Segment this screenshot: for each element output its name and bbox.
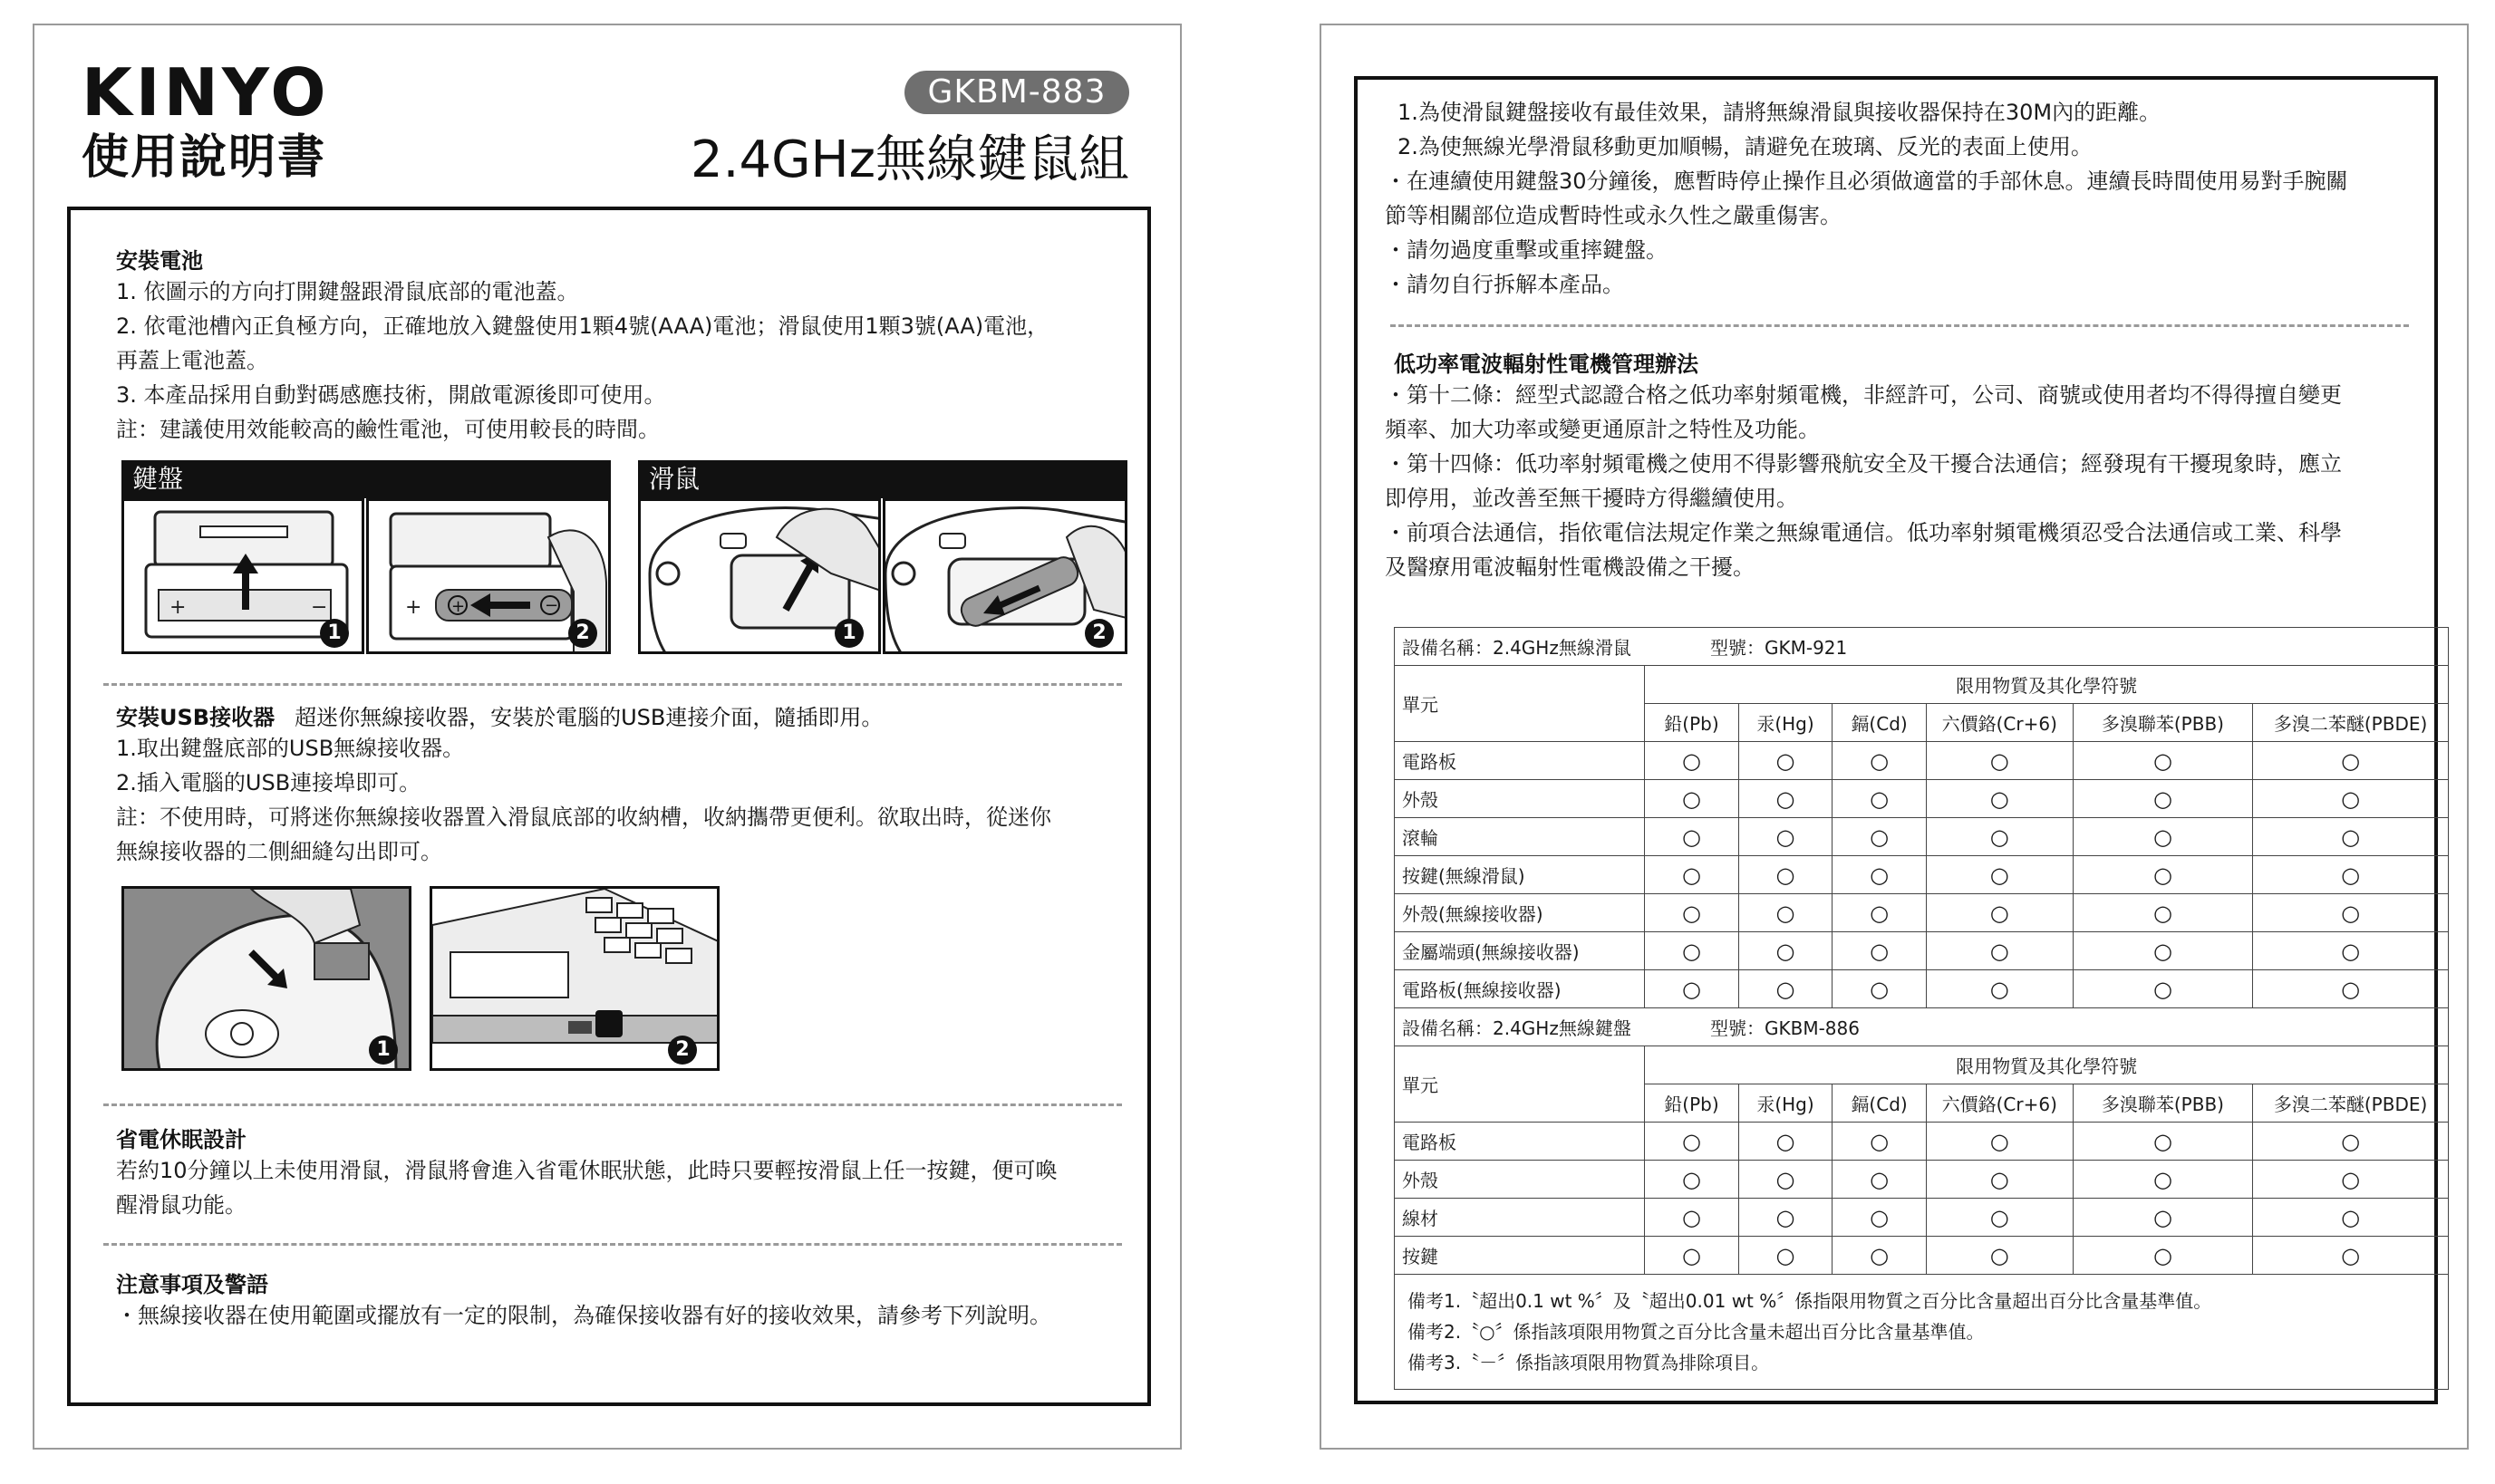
compliance-mark: ○ [1738,1237,1833,1275]
keyboard-battery-diagram-1 [121,498,364,654]
mouse-battery-diagram-1 [638,498,881,654]
unit-name: 按鍵 [1395,1237,1645,1275]
unit-name: 電路板 [1395,1123,1645,1161]
usb-note: 註：不使用時，可將迷你無線接收器置入滑鼠底部的收納槽，收納攜帶更便利。欲取出時，從迷你 [116,805,1051,830]
keyboard-diagram-header: 鍵盤 [121,460,611,498]
compliance-mark: ○ [1645,894,1739,932]
substance-column-header: 多溴二苯醚(PBDE) [2253,704,2449,742]
compliance-mark: ○ [1833,1199,1927,1237]
compliance-mark: ○ [1738,742,1833,780]
rohs-notes [1394,1275,2449,1390]
compliance-mark: ○ [1833,1161,1927,1199]
compliance-mark: ○ [2253,932,2449,970]
manual-page-right [1320,24,2469,1450]
unit-name: 金屬端頭(無線接收器) [1395,932,1645,970]
product-name: 2.4GHz無線鍵鼠組 [691,130,1129,189]
device-name: 設備名稱：2.4GHz無線鍵盤 [1402,1017,1631,1039]
caution-line-1: ・無線接收器在使用範圍或擺放有一定的限制，為確保接收器有好的接收效果，請參考下列說明。 [116,1303,1051,1328]
restricted-substances-header: 限用物質及其化學符號 [1645,1046,2449,1084]
compliance-mark: ○ [1738,818,1833,856]
regulation-line-4: 即停用，並改善至無干擾時方得繼續使用。 [1385,486,1798,511]
section-divider [1390,324,2409,327]
table-row [1395,1161,2449,1199]
compliance-mark: ○ [1833,780,1927,818]
unit-name: 按鍵(無線滑鼠) [1395,856,1645,894]
compliance-mark: ○ [1833,818,1927,856]
unit-name: 電路板 [1395,742,1645,780]
substance-column-header: 汞(Hg) [1738,704,1833,742]
substance-column-header: 鎘(Cd) [1833,1084,1927,1123]
battery-step-3: 3. 本產品採用自動對碼感應技術，開啟電源後即可使用。 [116,382,666,408]
regulation-title: 低功率電波輻射性電機管理辦法 [1394,352,1698,377]
rohs-note-3: 備考3.〝－〞係指該項限用物質為排除項目。 [1407,1352,1770,1373]
compliance-mark: ○ [1926,1237,2073,1275]
compliance-mark: ○ [1926,1199,2073,1237]
substance-column-header: 鎘(Cd) [1833,704,1927,742]
table-row [1395,818,2449,856]
compliance-mark: ○ [2073,1199,2253,1237]
usb-section-subtitle: 超迷你無線接收器，安裝於電腦的USB連接介面，隨插即用。 [295,705,884,730]
model-badge: GKBM-883 [904,71,1129,114]
compliance-mark: ○ [1645,1161,1739,1199]
substance-column-header: 六價鉻(Cr+6) [1926,1084,2073,1123]
regulation-line-3: ・第十四條：低功率射頻電機之使用不得影響飛航安全及干擾合法通信；經發現有干擾現象時，應立 [1385,451,2342,477]
mouse-diagram-header: 滑鼠 [638,460,1127,498]
compliance-mark: ○ [2253,742,2449,780]
section-divider [103,683,1122,686]
usb-step-1: 1.取出鍵盤底部的USB無線接收器。 [116,736,465,761]
substance-column-header: 六價鉻(Cr+6) [1926,704,2073,742]
battery-note: 註：建議使用效能較高的鹼性電池，可使用較長的時間。 [116,417,660,442]
compliance-mark: ○ [2073,1161,2253,1199]
device-info-cell [1395,1008,2449,1046]
substance-column-header: 多溴聯苯(PBB) [2073,1084,2253,1123]
regulation-line-6: 及醫療用電波輻射性電機設備之干擾。 [1385,554,1755,580]
compliance-mark: ○ [1926,818,2073,856]
compliance-mark: ○ [2073,970,2253,1008]
section-divider [103,1243,1122,1246]
compliance-mark: ○ [1926,1161,2073,1199]
sleep-line-2: 醒滑鼠功能。 [116,1192,247,1218]
step-number-badge: 1 [369,1036,398,1065]
usb-receiver-storage-illustration [124,889,411,1071]
rohs-note-1: 備考1.〝超出0.1 wt %〞及〝超出0.01 wt %〞係指限用物質之百分比含量超出百分比含量基準值。 [1407,1290,2212,1312]
compliance-mark: ○ [1645,970,1739,1008]
mouse-battery-diagram-2 [883,498,1127,654]
compliance-mark: ○ [2073,818,2253,856]
unit-name: 電路板(無線接收器) [1395,970,1645,1008]
rohs-substance-table [1394,627,2449,1275]
svg-text:+: + [169,596,187,619]
compliance-mark: ○ [1833,932,1927,970]
compliance-mark: ○ [2253,856,2449,894]
table-row [1395,970,2449,1008]
compliance-mark: ○ [1833,1123,1927,1161]
compliance-mark: ○ [1645,1199,1739,1237]
battery-step-1: 1. 依圖示的方向打開鍵盤跟滑鼠底部的電池蓋。 [116,279,579,304]
unit-name: 外殼 [1395,1161,1645,1199]
usb-section-title-text: 安裝USB接收器 [116,705,276,730]
table-header-row [1395,666,2449,704]
table-row [1395,1199,2449,1237]
compliance-mark: ○ [1645,742,1739,780]
table-row [1395,742,2449,780]
regulation-line-1: ・第十二條：經型式認證合格之低功率射頻電機，非經許可，公司、商號或使用者均不得得擅自變更 [1385,382,2342,408]
device-info-row [1395,628,2449,666]
compliance-mark: ○ [2073,932,2253,970]
usb-step-2: 2.插入電腦的USB連接埠即可。 [116,770,421,795]
svg-text:−: − [311,596,328,619]
compliance-mark: ○ [1738,780,1833,818]
substance-column-header: 鉛(Pb) [1645,1084,1739,1123]
unit-name: 外殼(無線接收器) [1395,894,1645,932]
compliance-mark: ○ [1645,818,1739,856]
manual-page-left [33,24,1182,1450]
table-header-row [1395,1046,2449,1084]
unit-name: 外殼 [1395,780,1645,818]
battery-section-title: 安裝電池 [116,248,203,274]
substance-column-header: 多溴聯苯(PBB) [2073,704,2253,742]
compliance-mark: ○ [1833,856,1927,894]
compliance-mark: ○ [1738,856,1833,894]
compliance-mark: ○ [1645,780,1739,818]
device-info-cell [1395,628,2449,666]
svg-text:+: + [451,597,466,616]
caution-section-title: 注意事項及警語 [116,1272,268,1297]
compliance-mark: ○ [2253,894,2449,932]
caution-item-3-cont: 節等相關部位造成暫時性或永久性之嚴重傷害。 [1385,203,1842,228]
battery-step-2-cont: 再蓋上電池蓋。 [116,348,268,373]
compliance-mark: ○ [1645,1237,1739,1275]
compliance-mark: ○ [1645,932,1739,970]
compliance-mark: ○ [2253,1237,2449,1275]
compliance-mark: ○ [1738,932,1833,970]
usb-receiver-diagram-2 [430,886,720,1071]
compliance-mark: ○ [2253,1161,2449,1199]
usb-receiver-diagram-1 [121,886,411,1071]
table-row [1395,894,2449,932]
table-row [1395,780,2449,818]
compliance-mark: ○ [1833,742,1927,780]
sleep-line-1: 若約10分鐘以上未使用滑鼠，滑鼠將會進入省電休眠狀態，此時只要輕按滑鼠上任一按鍵，便可喚 [116,1158,1058,1183]
unit-name: 線材 [1395,1199,1645,1237]
table-row [1395,1123,2449,1161]
compliance-mark: ○ [1833,894,1927,932]
unit-header: 單元 [1395,666,1645,742]
compliance-mark: ○ [1926,894,2073,932]
compliance-mark: ○ [1738,1161,1833,1199]
regulations-box [1354,76,2438,1404]
table-row [1395,856,2449,894]
caution-item-1: 1.為使滑鼠鍵盤接收有最佳效果，請將無線滑鼠與接收器保持在30M內的距離。 [1397,100,2161,125]
compliance-mark: ○ [1926,1123,2073,1161]
substance-column-header: 多溴二苯醚(PBDE) [2253,1084,2449,1123]
compliance-mark: ○ [2253,1199,2449,1237]
substance-column-header: 鉛(Pb) [1645,704,1739,742]
compliance-mark: ○ [2073,894,2253,932]
compliance-mark: ○ [1833,1237,1927,1275]
battery-step-2: 2. 依電池槽內正負極方向，正確地放入鍵盤使用1顆4號(AAA)電池；滑鼠使用1顆3號(AA)電池， [116,313,1049,339]
section-divider [103,1103,1122,1106]
regulation-line-5: ・前項合法通信，指依電信法規定作業之無線電通信。低功率射頻電機須忍受合法通信或工業、科學 [1385,520,2342,545]
compliance-mark: ○ [2073,856,2253,894]
compliance-mark: ○ [2073,1237,2253,1275]
compliance-mark: ○ [1738,894,1833,932]
usb-note-cont: 無線接收器的二側細縫勾出即可。 [116,839,442,864]
compliance-mark: ○ [2253,780,2449,818]
usb-section-title [116,699,883,731]
unit-header: 單元 [1395,1046,1645,1123]
device-info-row [1395,1008,2449,1046]
svg-text:+: + [405,596,422,619]
step-number-badge: 1 [835,619,864,648]
caution-item-5: ・請勿自行拆解本產品。 [1385,272,1624,297]
compliance-mark: ○ [2073,1123,2253,1161]
compliance-mark: ○ [1926,856,2073,894]
brand-logo: KINYO [82,54,330,130]
compliance-mark: ○ [1926,932,2073,970]
caution-item-2: 2.為使無線光學滑鼠移動更加順暢，請避免在玻璃、反光的表面上使用。 [1397,134,2093,159]
compliance-mark: ○ [1645,856,1739,894]
compliance-mark: ○ [1738,1123,1833,1161]
compliance-mark: ○ [2253,1123,2449,1161]
device-model: 型號：GKBM-886 [1710,1017,1860,1039]
caution-item-4: ・請勿過度重擊或重摔鍵盤。 [1385,237,1668,263]
compliance-mark: ○ [2073,742,2253,780]
step-number-badge: 2 [1085,619,1114,648]
device-model: 型號：GKM-921 [1710,637,1848,659]
instructions-box [67,207,1151,1406]
compliance-mark: ○ [2253,970,2449,1008]
compliance-mark: ○ [1833,970,1927,1008]
compliance-mark: ○ [2253,818,2449,856]
compliance-mark: ○ [1926,742,2073,780]
compliance-mark: ○ [1645,1123,1739,1161]
compliance-mark: ○ [1926,780,2073,818]
step-number-badge: 2 [668,1036,697,1065]
rohs-note-2: 備考2.〝○〞係指該項限用物質之百分比含量未超出百分比含量基準值。 [1407,1321,1985,1343]
step-number-badge: 1 [320,619,349,648]
table-row [1395,932,2449,970]
substance-column-header: 汞(Hg) [1738,1084,1833,1123]
step-number-badge: 2 [568,619,597,648]
compliance-mark: ○ [1926,970,2073,1008]
table-row [1395,1237,2449,1275]
compliance-mark: ○ [1738,970,1833,1008]
restricted-substances-header: 限用物質及其化學符號 [1645,666,2449,704]
device-name: 設備名稱：2.4GHz無線滑鼠 [1402,637,1631,659]
compliance-mark: ○ [2073,780,2253,818]
svg-text:−: − [545,596,559,615]
unit-name: 滾輪 [1395,818,1645,856]
keyboard-battery-diagram-2 [366,498,611,654]
caution-item-3: ・在連續使用鍵盤30分鐘後，應暫時停止操作且必須做適當的手部休息。連續長時間使用易對手腕關 [1385,169,2348,194]
regulation-line-2: 頻率、加大功率或變更通原計之特性及功能。 [1385,417,1820,442]
compliance-mark: ○ [1738,1199,1833,1237]
manual-title: 使用說明書 [82,130,327,185]
sleep-section-title: 省電休眠設計 [116,1127,247,1152]
